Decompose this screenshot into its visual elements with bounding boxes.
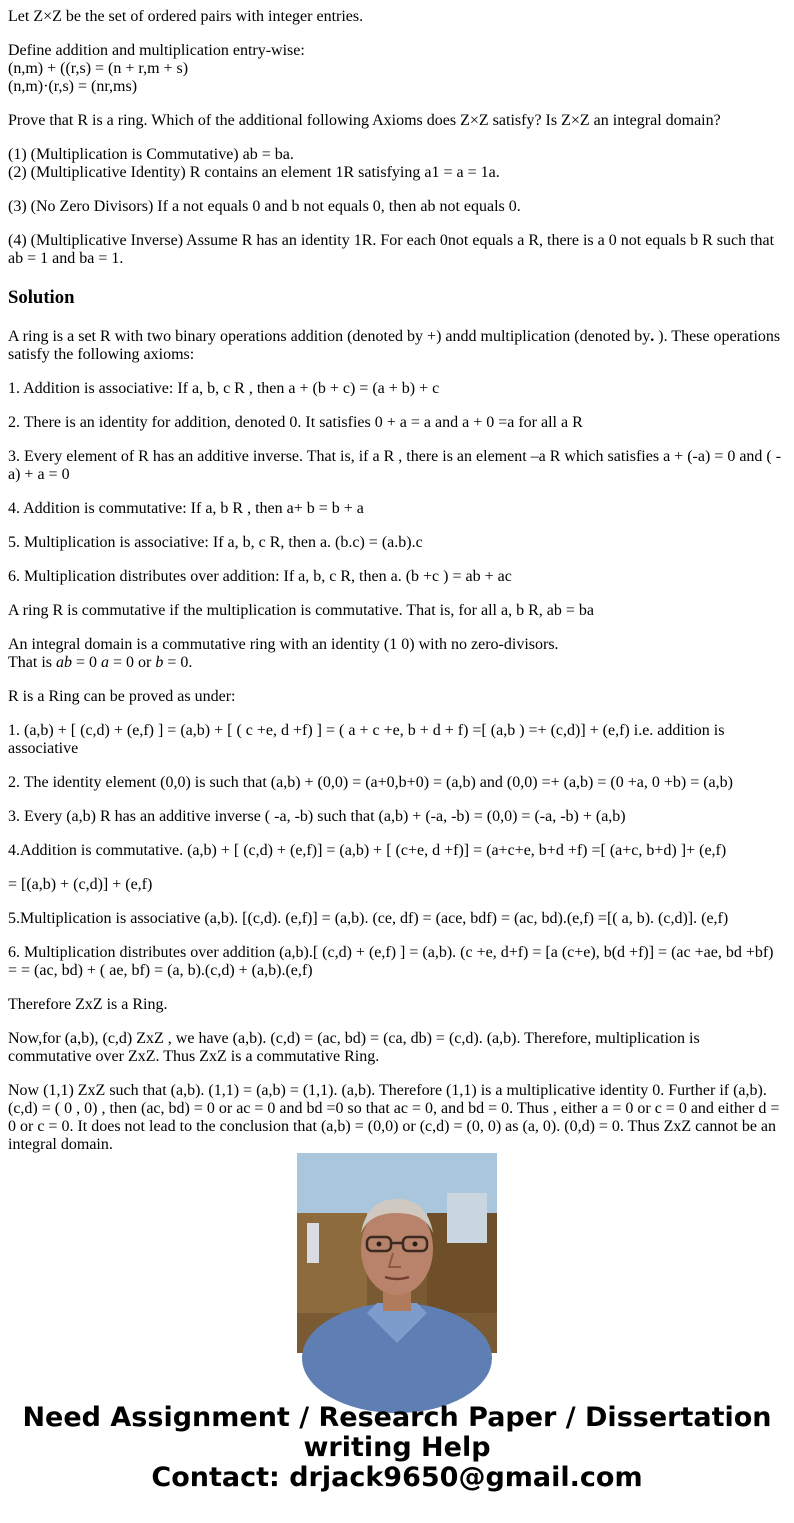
identity-proof: Now (1,1) ZxZ such that (a,b). (1,1) = (a,b) = (1,1). (a,b). Therefore (1,1) is a multiplicative identity 0. Further if (a,b).(c,d) = ( 0 , 0) , then (ac, bd) = 0 or ac = 0 and bd =0 so that ac = 0, and bd = 0. Thus , either a = 0 or c = 0 and either d = 0 or c = 0. It does not lead to the conclusion that (a,b) = (0,0) or (c,d) = (0, 0) as (a, 0). (0,d) = 0. Thus ZxZ cannot be an integral domain.	[8, 1082, 780, 1153]
axiom-inverse: (4) (Multiplicative Inverse) Assume R has an identity 1R. For each 0not equals a R, there is a 0 not equals b R such that ab = 1 and ba = 1.	[8, 232, 775, 267]
question-prompt: Prove that R is a ring. Which of the additional following Axioms does Z×Z satisfy? Is Z×Z an integral domain?	[8, 112, 721, 129]
article-content	[8, 0, 784, 1153]
integral-domain-definition	[8, 636, 784, 672]
axiom-no-zero-divisors: (3) (No Zero Divisors) If a not equals 0 and b not equals 0, then ab not equals 0.	[8, 198, 521, 215]
addition-definition: (n,m) + ((r,s) = (n + r,m + s)	[8, 60, 189, 77]
var-b: b	[155, 654, 164, 671]
definition-heading: Define addition and multiplication entry-wise:	[8, 42, 305, 59]
eq-zero-or-text: = 0 or	[109, 654, 156, 671]
ring-axiom-5: 5. Multiplication is associative: If a, b, c R, then a. (b.c) = (a.b).c	[8, 534, 423, 551]
eq-zero-end-text: = 0.	[163, 654, 193, 671]
eq-zero-text: = 0	[72, 654, 102, 671]
proof-step-1: 1. (a,b) + [ (c,d) + (e,f) ] = (a,b) + [ ( c +e, d +f) ] = ( a + c +e, b + d + f) =[ (a,b ) =+ (c,d)] + (e,f) i.e. addition is associative	[8, 722, 725, 757]
cta-banner	[0, 1403, 794, 1493]
question-intro: Let Z×Z be the set of ordered pairs with integer entries.	[8, 8, 364, 25]
tutor-photo-art	[297, 1153, 497, 1353]
multiplication-definition: (n,m)·(r,s) = (nr,ms)	[8, 78, 138, 95]
ring-conclusion: Therefore ZxZ is a Ring.	[8, 996, 168, 1013]
ring-axiom-4: 4. Addition is commutative: If a, b R , then a+ b = b + a	[8, 500, 364, 517]
axiom-commutative: (1) (Multiplication is Commutative) ab = ba.	[8, 146, 294, 163]
cta-contact: Contact: drjack9650@gmail.com	[151, 1462, 643, 1493]
ring-axiom-6: 6. Multiplication distributes over addition: If a, b, c R, then a. (b +c ) = ab + ac	[8, 568, 512, 585]
proof-step-3: 3. Every (a,b) R has an additive inverse ( -a, -b) such that (a,b) + (-a, -b) = (0,0) = (-a, -b) + (a,b)	[8, 808, 626, 825]
axiom-identity: (2) (Multiplicative Identity) R contains an element 1R satisfying a1 = a = 1a.	[8, 164, 500, 181]
var-a: a	[101, 654, 110, 671]
ring-axiom-2: 2. There is an identity for addition, denoted 0. It satisfies 0 + a = a and a + 0 =a for all a R	[8, 414, 583, 431]
proof-intro: R is a Ring can be proved as under:	[8, 688, 236, 705]
integral-domain-line: An integral domain is a commutative ring with an identity (1 0) with no zero-divisors.	[8, 636, 559, 653]
var-ab: ab	[56, 654, 72, 671]
promo-section	[0, 1153, 794, 1523]
proof-step-6: 6. Multiplication distributes over addition (a,b).[ (c,d) + (e,f) ] = (a,b). (c +e, d+f) = [a (c+e), b(d +f)] = (ac +ae, bd +bf) = = (ac, bd) + ( ae, bf) = (a, b).(c,d) + (a,b).(e,f)	[8, 944, 774, 979]
solution-heading: Solution	[8, 287, 75, 308]
proof-step-4-cont: = [(a,b) + (c,d)] + (e,f)	[8, 876, 153, 893]
cta-line-1: Need Assignment / Research Paper / Dissertation	[22, 1402, 772, 1433]
ring-definition	[8, 328, 784, 364]
ring-definition-end: ). These operations satisfy the following axioms:	[8, 328, 781, 363]
that-is-text: That is	[8, 654, 56, 671]
question-definition	[8, 42, 784, 96]
proof-step-2: 2. The identity element (0,0) is such that (a,b) + (0,0) = (a+0,b+0) = (a,b) and (0,0) =+ (a,b) = (0 +a, 0 +b) = (a,b)	[8, 774, 733, 791]
tutor-photo-icon	[297, 1153, 497, 1353]
axioms-list	[8, 146, 784, 182]
commutative-proof: Now,for (a,b), (c,d) ZxZ , we have (a,b). (c,d) = (ac, bd) = (ca, db) = (c,d). (a,b). Therefore, multiplication is commutative over ZxZ. Thus ZxZ is a commutative Ring.	[8, 1030, 700, 1065]
ring-definition-start: A ring is a set R with two binary operations addition (denoted by +) andd multiplication (denoted by	[8, 328, 651, 345]
integral-domain-condition	[8, 654, 784, 672]
ring-axiom-3: 3. Every element of R has an additive inverse. That is, if a R , there is an element –a R which satisfies a + (-a) = 0 and ( -a) + a = 0	[8, 448, 782, 483]
cta-line-2: writing Help	[303, 1432, 491, 1463]
ring-definition-dot: .	[650, 328, 655, 345]
ring-axiom-1: 1. Addition is associative: If a, b, c R , then a + (b + c) = (a + b) + c	[8, 380, 440, 397]
commutative-definition: A ring R is commutative if the multiplication is commutative. That is, for all a, b R, ab = ba	[8, 602, 594, 619]
proof-step-4: 4.Addition is commutative. (a,b) + [ (c,d) + (e,f)] = (a,b) + [ (c+e, d +f)] = (a+c+e, b+d +f) =[ (a+c, b+d) ]+ (e,f)	[8, 842, 727, 859]
proof-step-5: 5.Multiplication is associative (a,b). [(c,d). (e,f)] = (a,b). (ce, df) = (ace, bdf) = (ac, bd).(e,f) =[( a, b). (c,d)]. (e,f)	[8, 910, 729, 927]
